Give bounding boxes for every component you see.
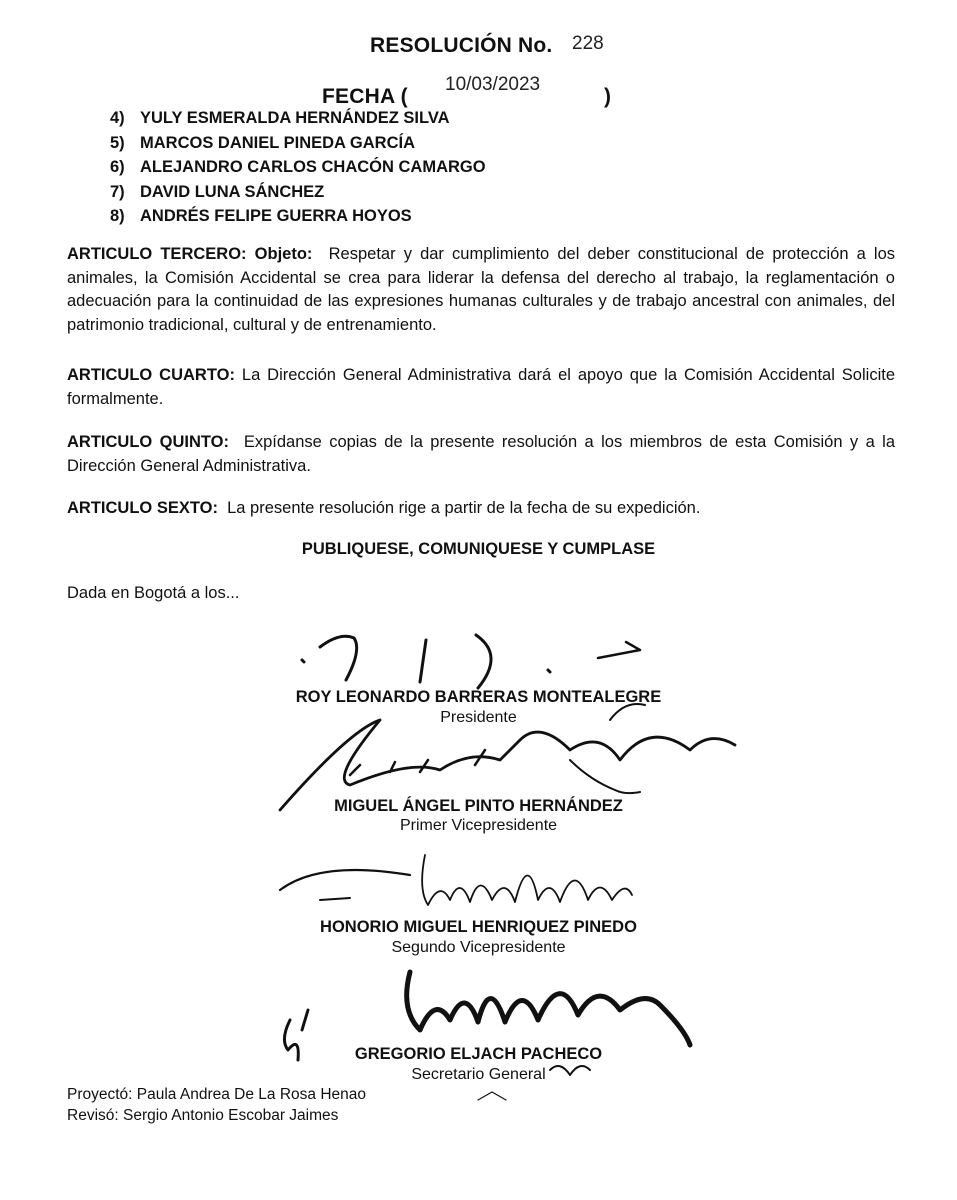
article-quinto <box>67 431 895 478</box>
article-tercero-label: ARTICULO TERCERO: <box>67 245 247 263</box>
member-number: 8) <box>110 207 125 225</box>
date-value: 10/03/2023 <box>445 74 541 95</box>
members-list <box>110 106 486 229</box>
article-tercero <box>67 243 895 337</box>
list-item <box>110 106 486 131</box>
list-item <box>110 155 486 180</box>
list-item <box>110 204 486 229</box>
article-sexto-label: ARTICULO SEXTO: <box>67 499 218 517</box>
signatory-role: Presidente <box>440 709 517 726</box>
given-in: Dada en Bogotá a los... <box>67 584 240 602</box>
article-tercero-sublabel: Objeto: <box>254 245 313 263</box>
member-name: ALEJANDRO CARLOS CHACÓN CAMARGO <box>140 158 486 176</box>
article-cuarto-text: La Dirección General Administrativa dará el apoyo que la Comisión Accidental Solicite formalmente. <box>67 366 895 408</box>
projected-by: Proyectó: Paula Andrea De La Rosa Henao <box>67 1086 366 1103</box>
signatory-role: Primer Vicepresidente <box>399 817 558 834</box>
resolution-number: 228 <box>572 33 604 54</box>
signatory-name: ROY LEONARDO BARRERAS MONTEALEGRE <box>295 688 662 706</box>
member-name: DAVID LUNA SÁNCHEZ <box>140 182 325 201</box>
signatory-name: MIGUEL ÁNGEL PINTO HERNÁNDEZ <box>334 797 623 815</box>
member-name: MARCOS DANIEL PINEDA GARCÍA <box>140 133 416 152</box>
member-number: 5) <box>110 133 125 152</box>
article-cuarto <box>67 364 895 411</box>
signatory-role: Secretario General <box>411 1066 546 1083</box>
member-name: YULY ESMERALDA HERNÁNDEZ SILVA <box>140 109 450 127</box>
signatory-name: HONORIO MIGUEL HENRIQUEZ PINEDO <box>320 918 637 936</box>
date-label: FECHA ( <box>322 85 408 108</box>
closing-statement: PUBLIQUESE, COMUNIQUESE Y CUMPLASE <box>301 540 656 558</box>
member-number: 4) <box>110 109 125 127</box>
article-quinto-label: ARTICULO QUINTO: <box>67 433 230 451</box>
member-name: ANDRÉS FELIPE GUERRA HOYOS <box>140 207 412 225</box>
article-cuarto-label: ARTICULO CUARTO: <box>67 366 235 384</box>
signatory-name: GREGORIO ELJACH PACHECO <box>354 1045 603 1063</box>
article-sexto <box>67 497 895 521</box>
date-close: ) <box>604 85 612 108</box>
member-number: 6) <box>110 158 125 176</box>
article-tercero-text: Respetar y dar cumplimiento del deber constitucional de protección a los animales, la Comisión Accidental se crea para liderar la defensa del derecho al trabajo, la reglamentación o adecuación para la continuidad de las expresiones humanas culturales y de trabajo ancestral con animales, del patrimonio tradicional, cultural y de entrenamiento. <box>67 245 895 334</box>
list-item <box>110 131 486 156</box>
article-quinto-text: Expídanse copias de la presente resolución a los miembros de esta Comisión y a la Dirección General Administrativa. <box>67 433 896 475</box>
signatory-role: Segundo Vicepresidente <box>391 939 566 956</box>
resolution-label: RESOLUCIÓN No. <box>370 34 553 57</box>
article-sexto-text: La presente resolución rige a partir de la fecha de su expedición. <box>227 499 701 517</box>
member-number: 7) <box>110 182 125 201</box>
list-item <box>110 180 486 205</box>
reviewed-by: Revisó: Sergio Antonio Escobar Jaimes <box>67 1107 339 1124</box>
